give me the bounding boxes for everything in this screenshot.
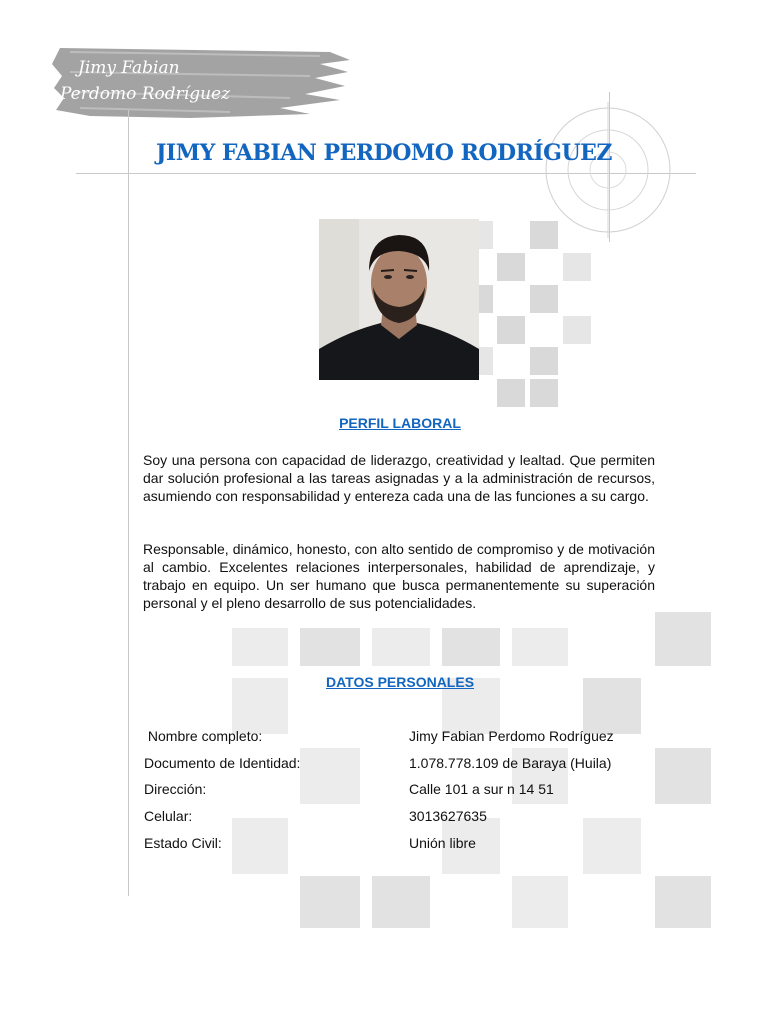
data-value-documento: 1.078.778.109 de Baraya (Huila) [409,755,612,771]
section-heading-perfil: PERFIL LABORAL [339,415,461,431]
data-value-estado-civil: Unión libre [409,835,476,851]
frame-line-left [128,110,129,896]
data-value-direccion: Calle 101 a sur n 14 51 [409,781,554,797]
data-label-direccion: Dirección: [144,781,207,797]
page-title: JIMY FABIAN PERDOMO RODRÍGUEZ [156,140,612,166]
name-banner-brush [50,42,355,122]
perfil-paragraph-2: Responsable, dinámico, honesto, con alto sentido de compromiso y de motivación al cambio. Excelentes relaciones interpersonales, habilidad de aprendizaje, y trabajo en equipo. Un ser humano que busca permanentemente su superación personal y el pleno desarrollo de sus potencialidades. [143,541,655,611]
banner-name-line2: Perdomo Rodríguez [60,84,231,104]
section-heading-datos: DATOS PERSONALES [325,674,475,690]
perfil-paragraph-1: Soy una persona con capacidad de liderazgo, creatividad y lealtad. Que permiten dar solución profesional a las tareas asignadas y a la administración de recursos, asumiendo con responsabilidad y entereza cada una de las funciones a su cargo. [143,452,655,504]
decorative-circles [510,100,700,240]
data-label-celular: Celular: [144,808,193,824]
data-value-nombre: Jimy Fabian Perdomo Rodríguez [409,728,614,744]
data-label-nombre: Nombre completo: [144,728,263,744]
profile-photo [319,219,479,380]
banner-name-line1: Jimy Fabian [78,58,180,78]
data-label-documento: Documento de Identidad: [144,755,301,771]
data-value-celular: 3013627635 [409,808,487,824]
data-label-estado-civil: Estado Civil: [144,835,222,851]
